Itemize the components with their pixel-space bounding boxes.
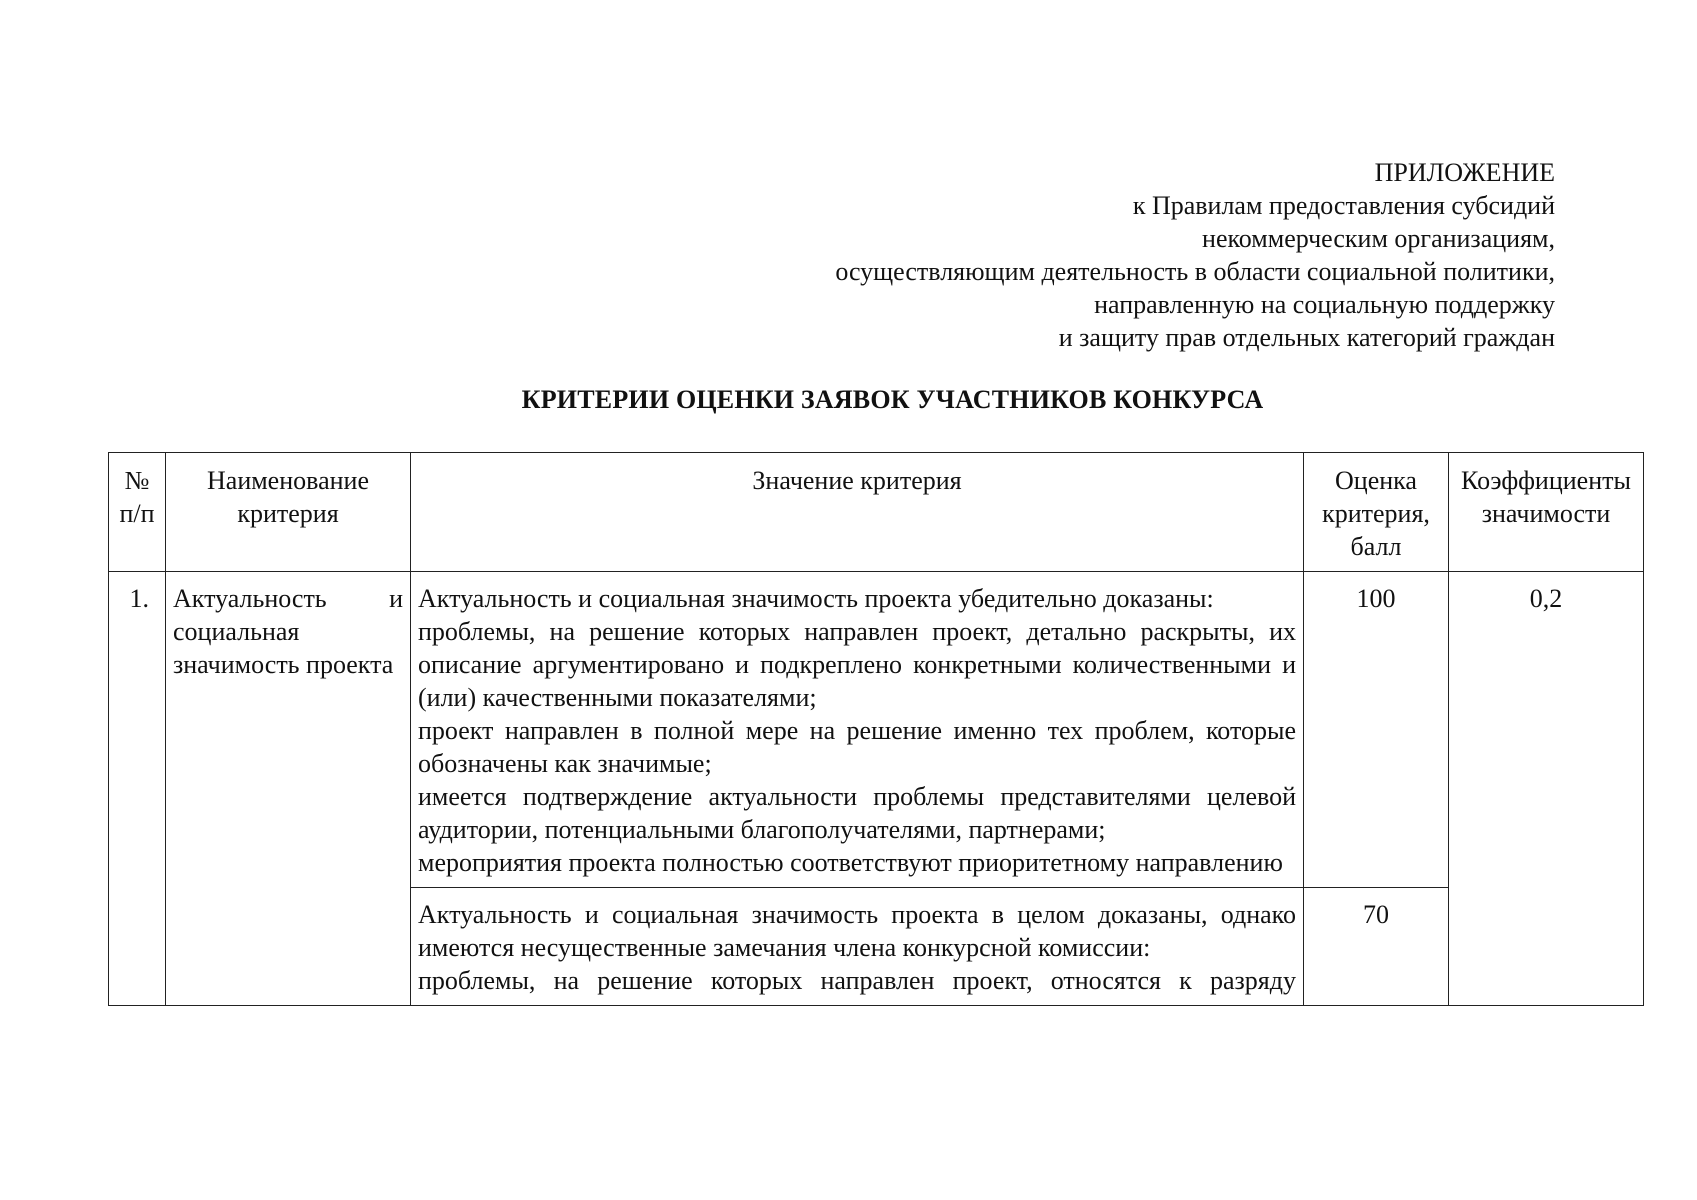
criterion-score: 70 — [1304, 888, 1449, 1006]
table-row — [109, 572, 1644, 888]
criterion-name — [166, 572, 411, 1006]
appendix-line: и защиту прав отдельных категорий граждан — [1058, 323, 1555, 352]
header-score: Оценка критерия, балл — [1304, 453, 1449, 572]
document-title: КРИТЕРИИ ОЦЕНКИ ЗАЯВОК УЧАСТНИКОВ КОНКУРСА — [521, 385, 1264, 414]
table-header-row — [109, 453, 1644, 572]
value-paragraph: проект направлен в полной мере на решение именно тех проблем, которые обозначены как значимые; — [418, 716, 1296, 778]
criterion-value — [411, 888, 1304, 1006]
value-paragraph: Актуальность и социальная значимость проекта убедительно доказаны: — [418, 584, 1214, 613]
header-num: № п/п — [109, 453, 166, 572]
appendix-header — [700, 156, 1555, 354]
appendix-line: осуществляющим деятельность в области социальной политики, — [835, 257, 1555, 286]
row-number: 1. — [109, 572, 166, 1006]
header-value: Значение критерия — [411, 453, 1304, 572]
criterion-value — [411, 572, 1304, 888]
criterion-coefficient: 0,2 — [1449, 572, 1644, 1006]
criterion-name-first: Актуальность — [173, 584, 327, 613]
criterion-name-rest: социальная значимость проекта — [173, 617, 394, 679]
header-name: Наименование критерия — [166, 453, 411, 572]
header-coef: Коэффициенты значимости — [1449, 453, 1644, 572]
appendix-line: направленную на социальную поддержку — [1094, 290, 1555, 319]
criteria-table — [108, 452, 1644, 1006]
value-paragraph: проблемы, на решение которых направлен проект, детально раскрыты, их описание аргументировано и подкреплено конкретными количественными и (или) качественными показателями; — [418, 617, 1296, 712]
appendix-line: некоммерческим организациям, — [1202, 224, 1555, 253]
value-paragraph: Актуальность и социальная значимость проекта в целом доказаны, однако имеются несущественные замечания члена конкурсной комиссии: — [418, 900, 1296, 962]
criterion-score: 100 — [1304, 572, 1449, 888]
appendix-line: ПРИЛОЖЕНИЕ — [1374, 158, 1555, 187]
value-paragraph: имеется подтверждение актуальности проблемы представителями целевой аудитории, потенциальными благополучателями, партнерами; — [418, 782, 1296, 844]
criterion-name-conj: и — [389, 584, 403, 613]
value-paragraph: проблемы, на решение которых направлен проект, относятся к разряду — [418, 966, 1296, 995]
appendix-line: к Правилам предоставления субсидий — [1132, 191, 1555, 220]
value-paragraph: мероприятия проекта полностью соответствуют приоритетному направлению — [418, 848, 1283, 877]
